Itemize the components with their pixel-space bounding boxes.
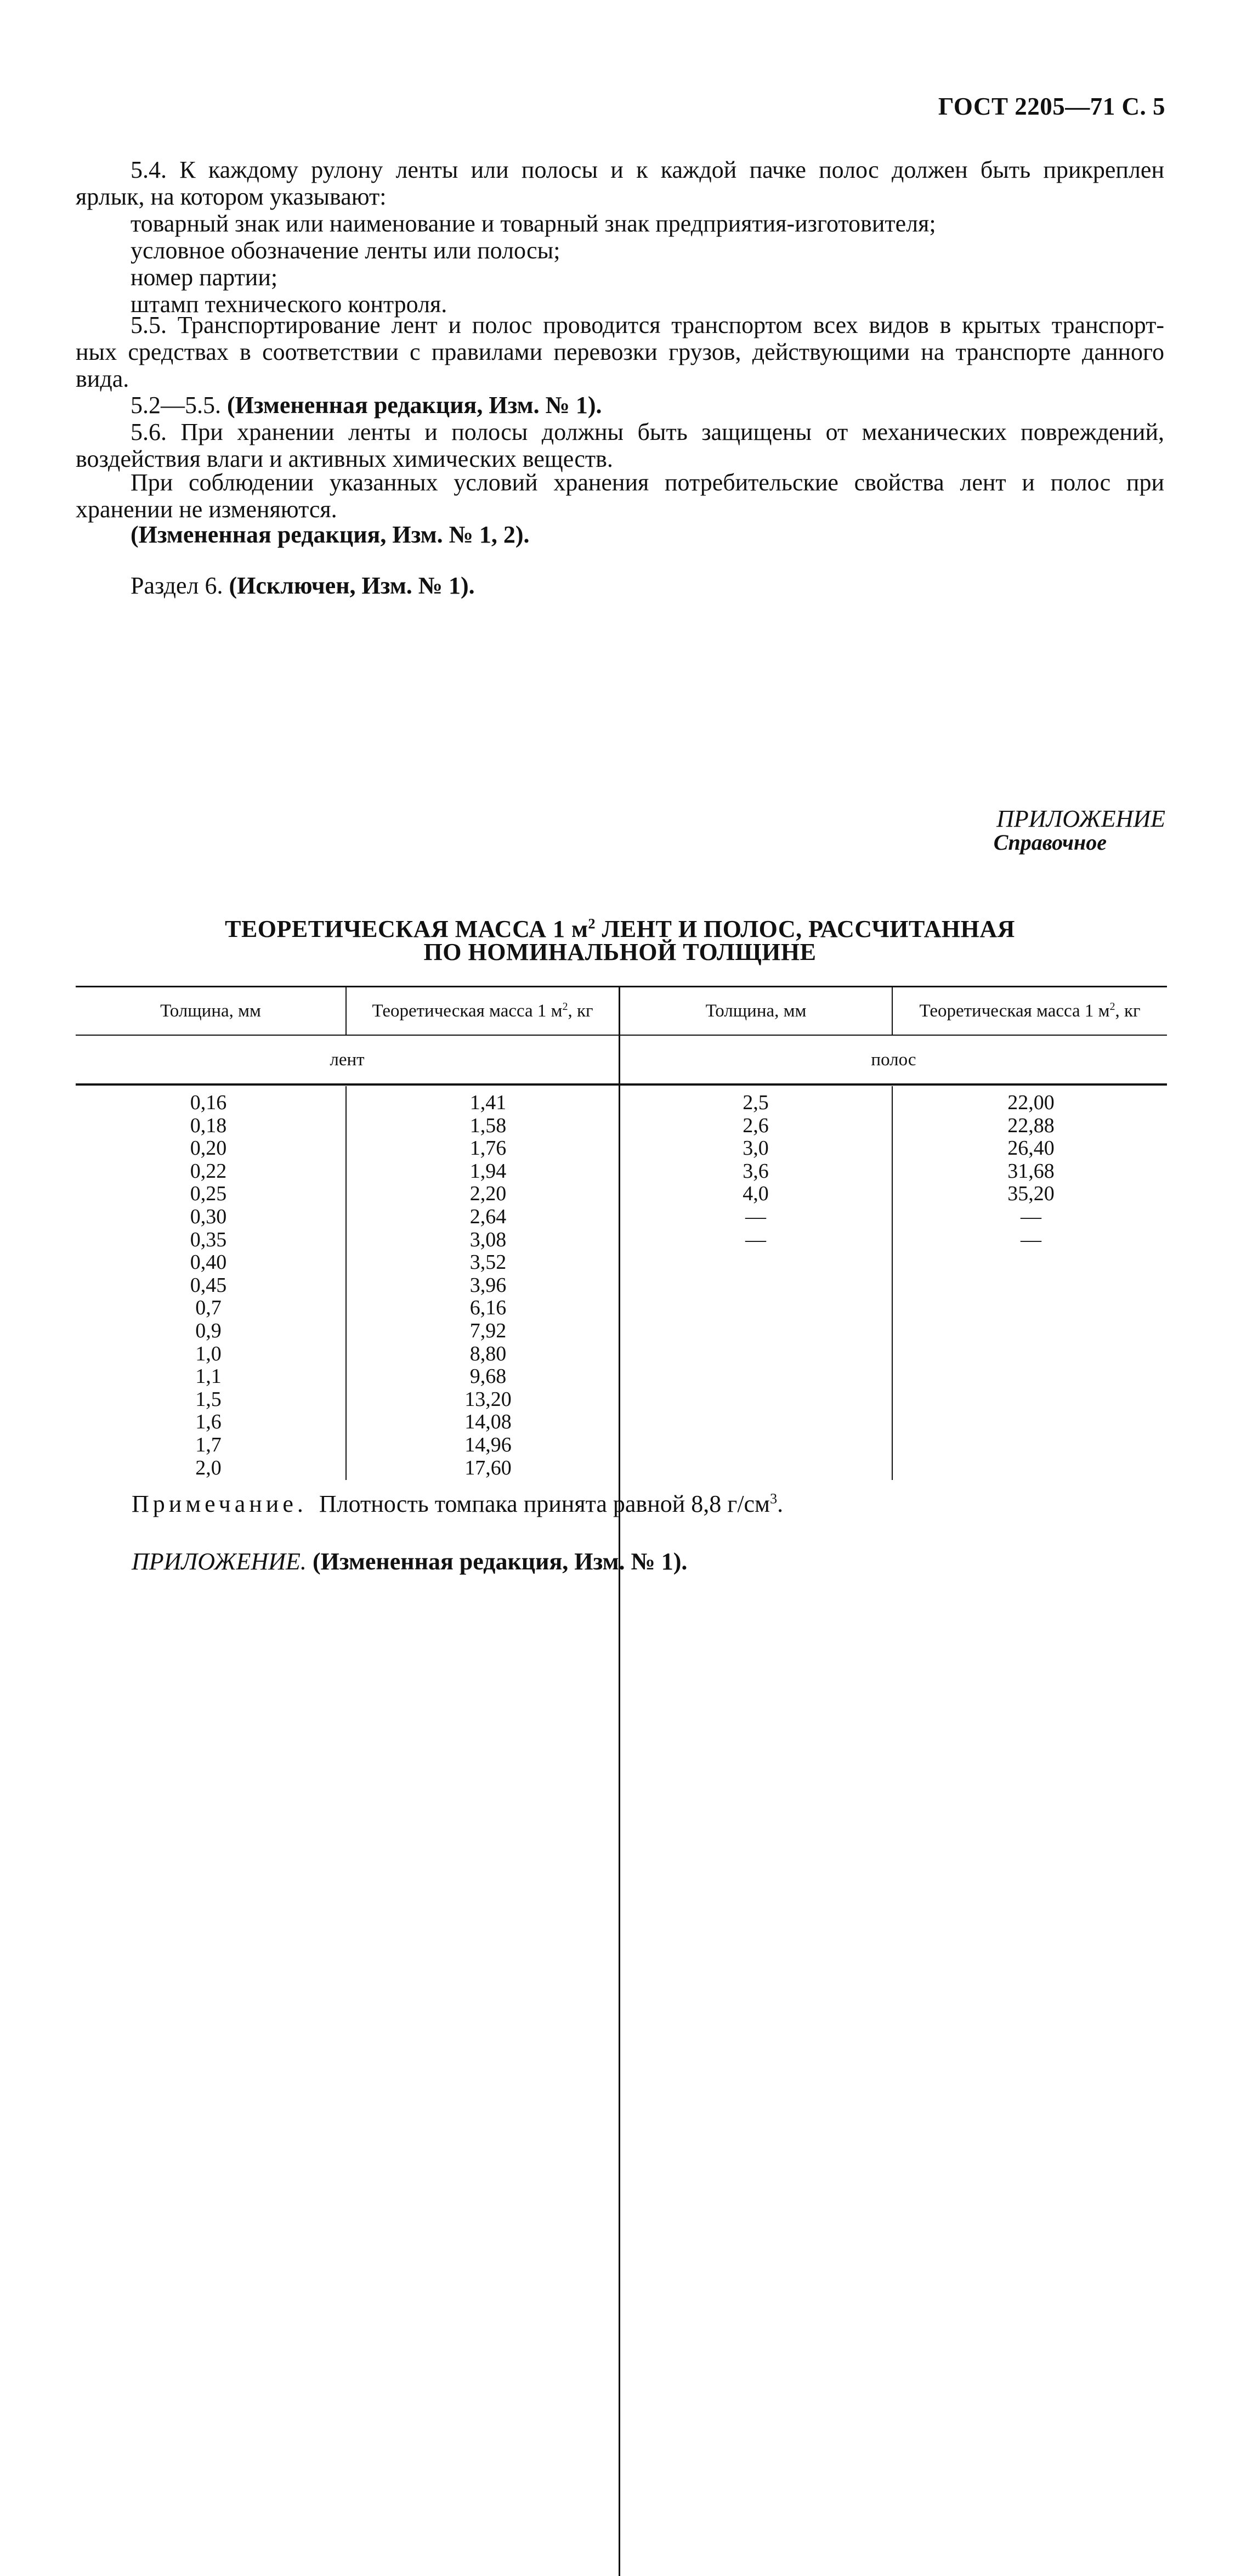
table-cell: 0,16 [190,1091,227,1114]
header-mass-text: Теоретическая масса 1 м [919,1001,1110,1021]
table-vline [345,1086,347,1480]
table-cell: 0,20 [190,1137,227,1160]
table-cell: 2,0 [195,1456,222,1479]
header-mass-sup: 2 [562,1001,568,1013]
table-cell: 14,08 [464,1410,512,1434]
table-cell: 13,20 [464,1387,512,1411]
table-cell: 0,35 [190,1228,227,1251]
table-cell: 0,9 [195,1319,222,1342]
column-strips-thickness [712,1092,800,1251]
table-title-part: ТЕОРЕТИЧЕСКАЯ МАССА 1 м [225,916,588,942]
table-cell: 2,64 [469,1205,507,1228]
paragraph-5-5-end: вида. [76,365,129,392]
table-cell: 2,6 [743,1114,769,1137]
header-mass-strips [893,1000,1167,1022]
appendix-edit-prefix: ПРИЛОЖЕНИЕ. [132,1548,307,1575]
table-cell: 1,7 [195,1433,222,1456]
table-cell: 14,96 [464,1433,512,1456]
table-cell: 31,68 [1007,1159,1055,1183]
edit-note-1 [131,392,1164,419]
header-mass-text: Теоретическая масса 1 м [372,1001,563,1021]
header-thickness-strips: Толщина, мм [705,1001,807,1021]
table-cell: 0,7 [195,1296,222,1320]
table-group-rule [76,1083,1167,1086]
edit-note-1-prefix: 5.2—5.5. [131,392,221,419]
table-header-rule [76,1035,1167,1036]
header-thickness-tapes: Толщина, мм [160,1001,261,1021]
edit-note-1-text: (Измененная редакция, Изм. № 1). [227,392,602,419]
table-cell: 22,00 [1007,1091,1055,1114]
paragraph-5-4-cont: ярлык, на котором указывают: [76,183,387,210]
table-cell: 26,40 [1007,1137,1055,1160]
table-cell: 3,0 [743,1137,769,1160]
table-cell: 1,6 [195,1410,222,1434]
section-6-prefix: Раздел 6. [131,572,223,599]
table-vline [892,1086,893,1480]
column-strips-mass [987,1092,1075,1251]
table-cell: 7,92 [469,1319,507,1342]
appendix-label: ПРИЛОЖЕНИЕ [996,805,1165,832]
note-label: Примечание. [132,1490,307,1517]
table-cell: 1,41 [469,1091,507,1114]
table-cell: 1,5 [195,1387,222,1411]
table-cell: — [1021,1228,1041,1251]
header-mass-sup: 2 [1109,1001,1115,1013]
table-title-line2: ПО НОМИНАЛЬНОЙ ТОЛЩИНЕ [423,939,817,965]
list-item: товарный знак или наименование и товарный знак предприятия-изготовителя; [131,210,936,237]
table-note [132,1490,1119,1517]
section-6 [131,572,1164,599]
table-cell: 0,30 [190,1205,227,1228]
appendix-edit-note [132,1548,1119,1575]
table-cell: 6,16 [469,1296,507,1320]
note-sup: 3 [769,1490,778,1507]
appendix-type: Справочное [993,830,1107,855]
table-cell: 2,5 [743,1091,769,1114]
paragraph-5-5: 5.5. Транспортирование лент и полос проводится транспортом всех видов в крытых транспорт- [131,312,1164,338]
table-vline [619,986,620,2576]
table-cell: 3,08 [469,1228,507,1251]
table-title-sup: 2 [588,915,596,932]
table-cell: 3,6 [743,1159,769,1183]
table-cell: 3,52 [469,1251,507,1274]
header-mass-tapes [347,1000,619,1022]
table-cell: 1,0 [195,1342,222,1365]
table-cell: 17,60 [464,1456,512,1479]
table-cell: 3,96 [469,1273,507,1297]
table-cell: 0,40 [190,1251,227,1274]
column-tapes-thickness [165,1092,252,1479]
list-item: номер партии; [131,264,278,291]
table-cell: 0,18 [190,1114,227,1137]
paragraph-5-6b-cont: хранении не изменяются. [76,496,337,523]
header-mass-unit: , кг [568,1001,593,1021]
note-end: . [777,1490,784,1517]
table-cell: 8,80 [469,1342,507,1365]
table-cell: 0,25 [190,1182,227,1206]
group-label-tapes: лент [330,1050,365,1070]
table-title-part: ЛЕНТ И ПОЛОС, РАССЧИТАННАЯ [596,916,1015,942]
table-cell: 4,0 [743,1182,769,1206]
list-item: штамп технического контроля. [131,291,447,318]
list-item: условное обозначение ленты или полосы; [131,237,560,264]
table-cell: 0,45 [190,1273,227,1297]
table-cell: 1,94 [469,1159,507,1183]
table-cell: 35,20 [1007,1182,1055,1206]
paragraph-5-6b: При соблюдении указанных условий хранения потребительские свойства лент и полос при [131,469,1164,496]
table-cell: 1,1 [195,1365,222,1388]
group-label-strips: полос [871,1050,916,1070]
paragraph-5-6-cont: воздействия влаги и активных химических веществ. [76,445,613,472]
note-text: Плотность томпака принята равной 8,8 г/см [319,1490,770,1517]
column-tapes-mass [444,1092,532,1479]
table-top-rule [76,986,1167,987]
table-cell: 1,58 [469,1114,507,1137]
paragraph-5-4: 5.4. К каждому рулону ленты или полосы и к каждой пачке полос должен быть прикреплен [131,156,1164,183]
table-cell: 22,88 [1007,1114,1055,1137]
table-cell: — [1021,1205,1041,1228]
paragraph-5-6: 5.6. При хранении ленты и полосы должны быть защищены от механических повреждений, [131,419,1164,445]
document-header: ГОСТ 2205—71 С. 5 [938,93,1165,120]
appendix-edit-text: (Измененная редакция, Изм. № 1). [312,1548,688,1575]
edit-note-2: (Измененная редакция, Изм. № 1, 2). [131,521,530,548]
table-cell: — [745,1205,766,1228]
table-cell: 1,76 [469,1137,507,1160]
table-cell: 9,68 [469,1365,507,1388]
table-cell: 0,22 [190,1159,227,1183]
table-cell: 2,20 [469,1182,507,1206]
table-cell: — [745,1228,766,1251]
header-mass-unit: , кг [1115,1001,1141,1021]
paragraph-5-5-cont: ных средствах в соответствии с правилами перевозки грузов, действующими на транспорте данного [76,338,1164,365]
section-6-text: (Исключен, Изм. № 1). [229,572,475,599]
